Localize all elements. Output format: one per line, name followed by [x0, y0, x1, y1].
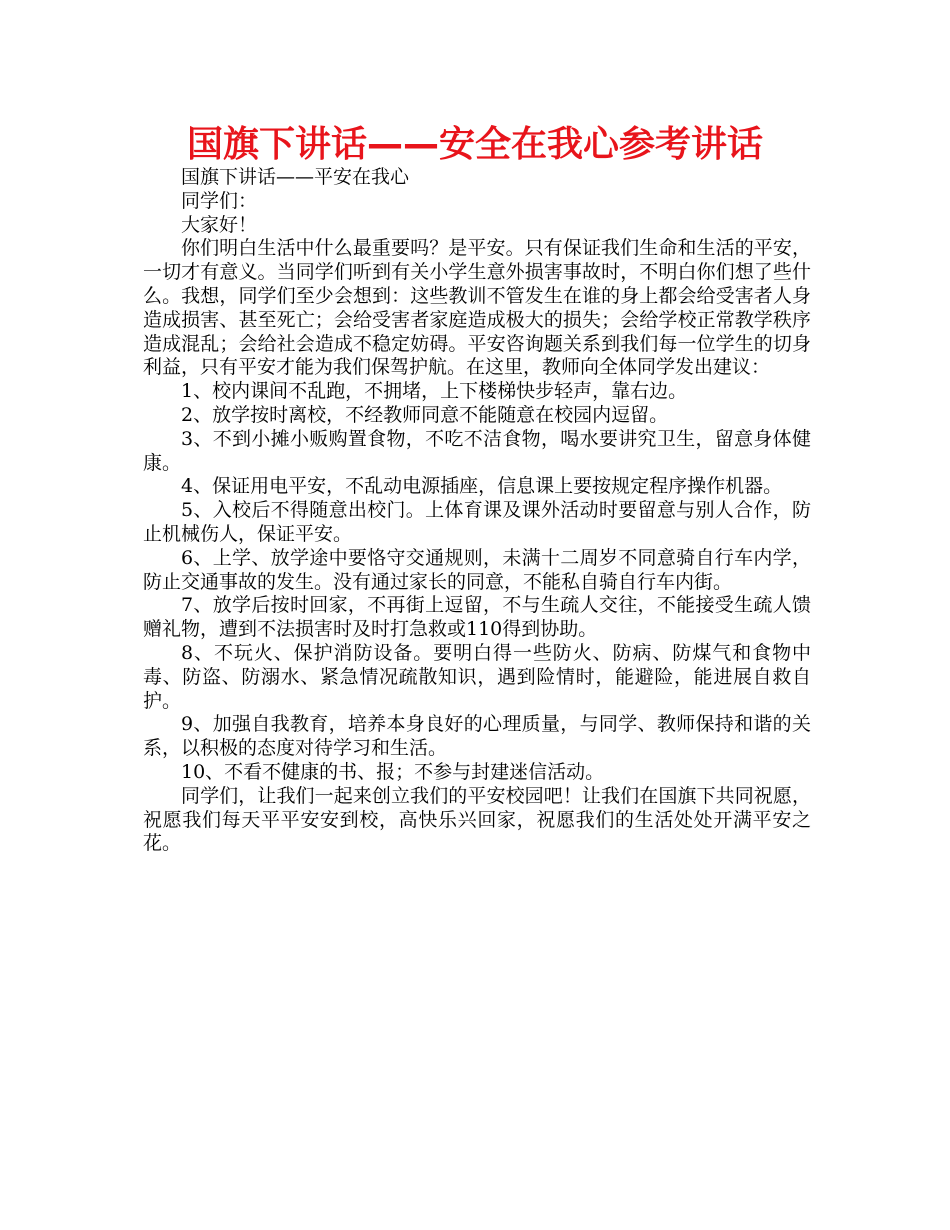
rule-item-3: 3、不到小摊小贩购置食物，不吃不洁食物，喝水要讲究卫生，留意身体健康。: [143, 427, 811, 474]
rule-item-7: 7、放学后按时回家，不再街上逗留，不与生疏人交往，不能接受生疏人馈赠礼物，遭到不法损害时及时打急救或110得到协助。: [143, 594, 811, 641]
intro-paragraph: 你们明白生活中什么最重要吗？是平安。只有保证我们生命和生活的平安，一切才有意义。当同学们听到有关小学生意外损害事故时，不明白你们想了些什么。我想，同学们至少会想到：这些教训不管发生在谁的身上都会给受害者人身造成损害、甚至死亡；会给受害者家庭造成极大的损失；会给学校正常教学秩序造成混乱；会给社会造成不稳定妨碍。平安咨询题关系到我们每一位学生的切身利益，只有平安才能为我们保驾护航。在这里，教师向全体同学发出建议：: [143, 237, 811, 379]
closing-paragraph: 同学们，让我们一起来创立我们的平安校园吧！让我们在国旗下共同祝愿，祝愿我们每天平平安安到校，高快乐兴回家，祝愿我们的生活处处开满平安之花。: [143, 784, 811, 855]
rule-item-2: 2、放学按时离校，不经教师同意不能随意在校园内逗留。: [181, 403, 669, 426]
salutation: 同学们：: [181, 189, 258, 212]
greeting: 大家好！: [181, 213, 258, 236]
speech-heading: 国旗下讲话——平安在我心: [181, 166, 410, 188]
document-title: 国旗下讲话——安全在我心参考讲话: [186, 124, 763, 165]
rule-item-4: 4、保证用电平安，不乱动电源插座，信息课上要按规定程序操作机器。: [181, 475, 783, 498]
rule-item-10: 10、不看不健康的书、报；不参与封建迷信活动。: [181, 760, 605, 783]
rule-item-6: 6、上学、放学途中要恪守交通规则，未满十二周岁不同意骑自行车内学，防止交通事故的发生。没有通过家长的同意，不能私自骑自行车内街。: [143, 546, 811, 593]
rule-item-1: 1、校内课间不乱跑，不拥堵，上下楼梯快步轻声，靠右边。: [181, 380, 688, 403]
document-body: [143, 166, 811, 856]
rule-item-5: 5、入校后不得随意出校门。上体育课及课外活动时要留意与别人合作，防止机械伤人，保证平安。: [143, 499, 811, 545]
rule-item-9: 9、加强自我教育，培养本身良好的心理质量，与同学、教师保持和谐的关系，以积极的态度对待学习和生活。: [143, 713, 811, 760]
rule-item-8: 8、不玩火、保护消防设备。要明白得一些防火、防病、防煤气和食物中毒、防盗、防溺水、紧急情况疏散知识，遇到险情时，能避险，能进展自救自护。: [143, 641, 811, 712]
